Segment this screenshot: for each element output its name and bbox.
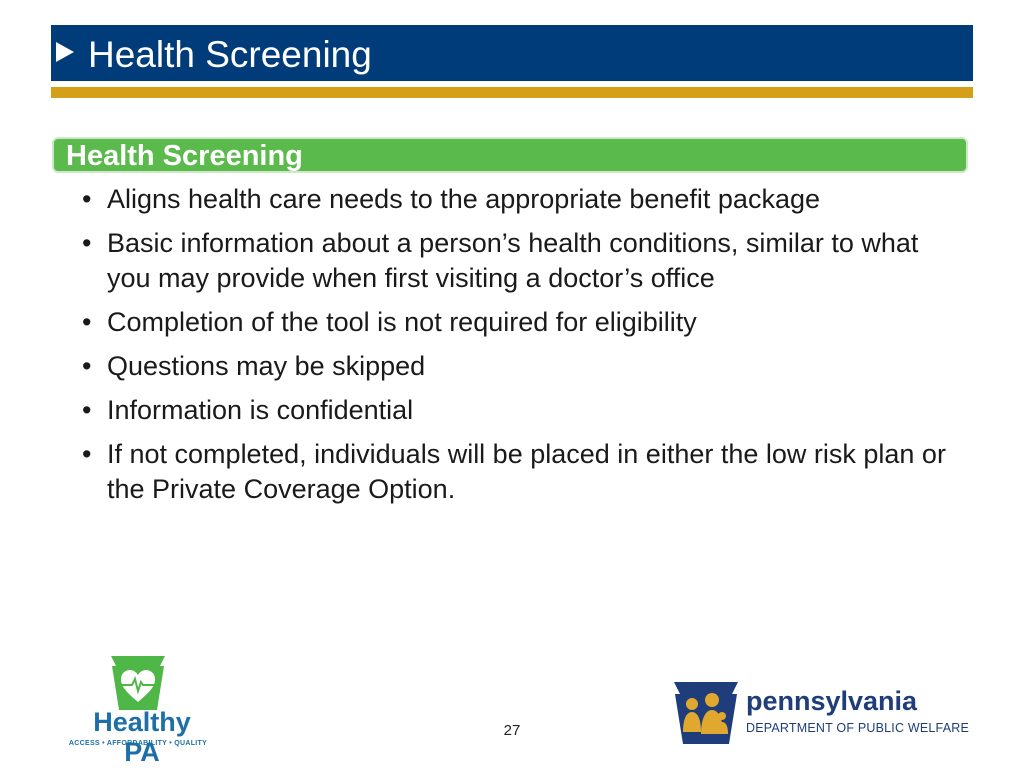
bullet-icon: • — [82, 439, 92, 469]
bullet-text: Basic information about a person’s health conditions, similar to what you may provide when first visiting a doctor’s office — [107, 228, 919, 293]
bullet-text: Information is confidential — [107, 395, 414, 425]
bullet-item — [78, 182, 958, 217]
pa-department: DEPARTMENT OF PUBLIC WELFARE — [746, 721, 970, 735]
bullet-item — [78, 305, 958, 340]
bullet-item — [78, 393, 958, 428]
healthy-pa-tagline: ACCESS • AFFORDABILITY • QUALITY — [68, 740, 208, 747]
keystone-family-icon — [672, 680, 740, 746]
bullet-text: Aligns health care needs to the appropriate benefit package — [107, 184, 820, 214]
slide-title: Health Screening — [88, 34, 372, 75]
bullet-list — [78, 182, 958, 516]
bullet-icon: • — [82, 351, 92, 381]
gold-divider — [51, 87, 973, 98]
healthy-pa-logo — [60, 650, 220, 767]
bullet-item — [78, 226, 958, 296]
bullet-text: Completion of the tool is not required for eligibility — [107, 307, 697, 337]
section-heading: Health Screening — [66, 140, 303, 172]
bullet-icon: • — [82, 307, 92, 337]
bullet-icon: • — [82, 184, 92, 214]
title-bar — [51, 25, 973, 81]
page-number: 27 — [503, 722, 521, 739]
pa-dpw-logo — [672, 680, 972, 748]
bullet-icon: • — [82, 395, 92, 425]
pa-name: pennsylvania — [746, 686, 918, 716]
play-arrow-icon — [56, 42, 74, 62]
section-header — [52, 137, 968, 173]
keystone-heart-icon — [107, 654, 169, 712]
bullet-text: Questions may be skipped — [107, 351, 426, 381]
healthy-pa-name: Healthy PA — [93, 707, 191, 767]
bullet-text: If not completed, individuals will be placed in either the low risk plan or the Private Coverage Option. — [107, 439, 946, 504]
bullet-icon: • — [82, 228, 92, 258]
bullet-item — [78, 349, 958, 384]
bullet-item — [78, 437, 958, 507]
